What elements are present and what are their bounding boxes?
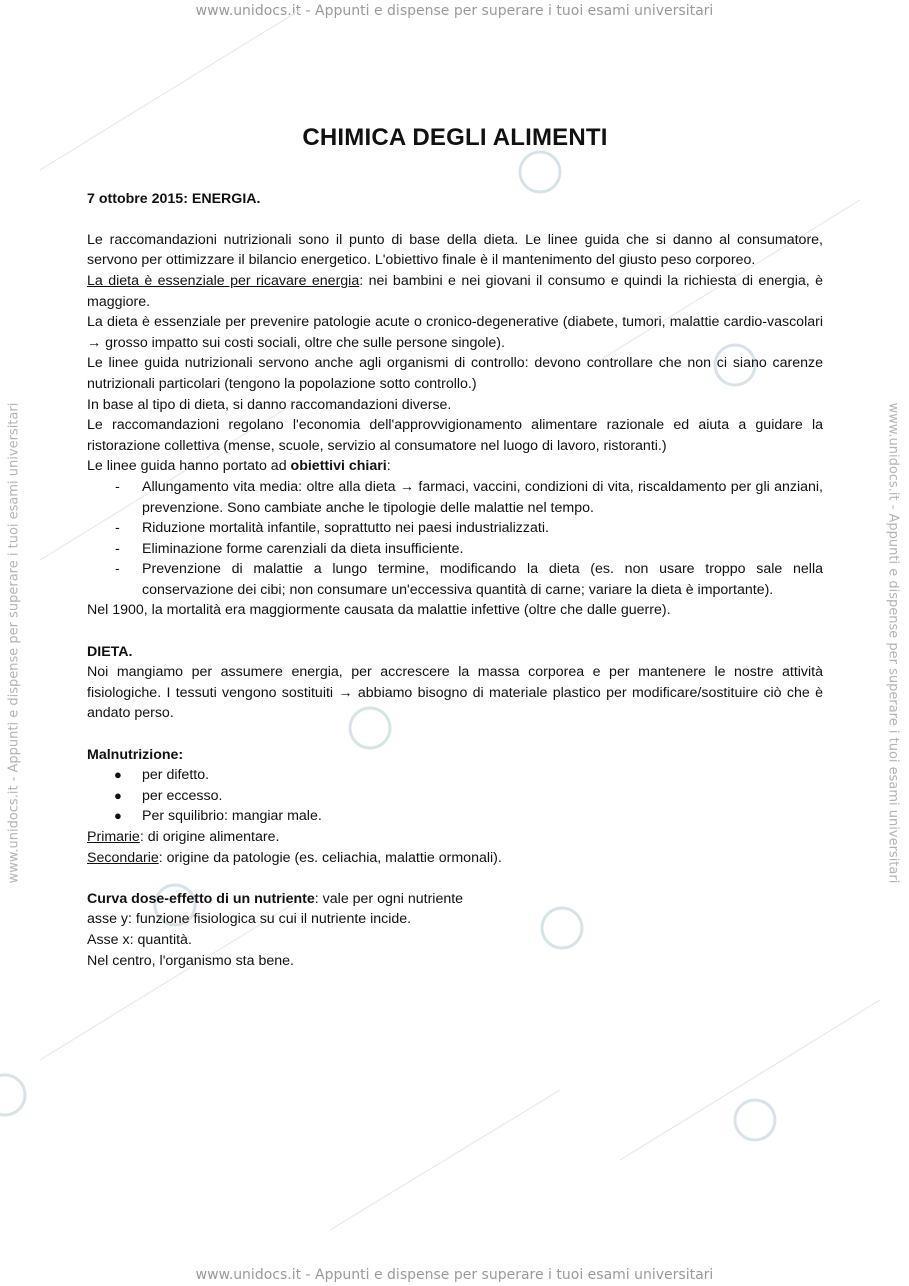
mortality-paragraph: Nel 1900, la mortalità era maggiormente causata da malattie infettive (oltre che dalle guerre). bbox=[87, 602, 671, 619]
curve-line: asse y: funzione fisiologica su cui il nutriente incide. bbox=[87, 911, 412, 928]
curve-text: : vale per ogni nutriente bbox=[314, 890, 464, 907]
document-body bbox=[87, 124, 824, 971]
list-item bbox=[87, 539, 823, 560]
watermark-bottom: www.unidocs.it - Appunti e dispense per superare i tuoi esami universitari bbox=[195, 1267, 714, 1283]
energy-paragraph bbox=[87, 271, 823, 312]
curve-bold: Curva dose-effetto di un nutriente bbox=[87, 890, 315, 907]
dash-marker: - bbox=[115, 478, 120, 495]
dash-marker: - bbox=[115, 561, 120, 578]
secondarie-label: Secondarie bbox=[87, 849, 159, 866]
diet-paragraph: Noi mangiamo per assumere energia, per accrescere la massa corporea e per mantenere le nostre attività fisiologiche. I tessuti vengono sostituiti → abbiamo bisogno di materiale plastico per modificare/sostituire ciò che è andato perso. bbox=[87, 664, 823, 722]
intro-paragraph: Le raccomandazioni nutrizionali sono il punto di base della dieta. Le linee guida che si danno al consumatore, servono per ottimizzare il bilancio energetico. L'obiettivo finale è il mantenimento del giusto peso corporeo. bbox=[87, 231, 823, 269]
date-heading: 7 ottobre 2015: ENERGIA. bbox=[87, 190, 261, 207]
secondarie-text: : origine da patologie (es. celiachia, malattie ormonali). bbox=[158, 849, 502, 866]
primarie-label: Primarie bbox=[87, 829, 140, 845]
secondarie-line bbox=[87, 848, 823, 869]
list-item-text: per eccesso. bbox=[142, 787, 223, 804]
list-item-text: Riduzione mortalità infantile, soprattutto nei paesi industrializzati. bbox=[142, 520, 549, 537]
list-item bbox=[87, 518, 823, 539]
objectives-bold: obiettivi chiari bbox=[290, 458, 387, 475]
paragraph: Le linee guida nutrizionali servono anche agli organismi di controllo: devono controllare che non ci siano carenze nutrizionali particolari (tengono la popolazione sotto controllo.) bbox=[87, 355, 823, 392]
bullet-marker: ● bbox=[114, 787, 122, 803]
curve-line: Asse x: quantità. bbox=[87, 931, 192, 948]
energy-underlined: La dieta è essenziale per ricavare energia bbox=[87, 272, 360, 289]
list-item-text: per difetto. bbox=[142, 767, 210, 784]
curve-heading-line bbox=[87, 889, 823, 910]
list-item-text: Allungamento vita media: oltre alla dieta → farmaci, vaccini, condizioni di vita, riscaldamento per gli anziani, prevenzione. Sono cambiate anche le tipologie delle malattie nel tempo. bbox=[142, 478, 823, 516]
objectives-prefix: Le linee guida hanno portato ad bbox=[87, 458, 291, 475]
watermark-right: www.unidocs.it - Appunti e dispense per superare i tuoi esami universitari bbox=[885, 402, 901, 884]
objectives-suffix: : bbox=[386, 458, 391, 475]
primarie-text: : di origine alimentare. bbox=[139, 829, 280, 845]
list-item bbox=[87, 786, 823, 807]
list-item bbox=[87, 806, 823, 827]
page-title: CHIMICA DEGLI ALIMENTI bbox=[302, 124, 608, 151]
diet-heading: DIETA. bbox=[87, 643, 133, 660]
paragraph: La dieta è essenziale per prevenire patologie acute o cronico-degenerative (diabete, tumori, malattie cardio-vascolari → grosso impatto sui costi sociali, oltre che sulle persone singole). bbox=[87, 314, 823, 351]
energy-text: : nei bambini e nei giovani il consumo e quindi la richiesta di energia, è maggiore. bbox=[87, 272, 824, 310]
dash-marker: - bbox=[115, 540, 120, 557]
paragraph: Le raccomandazioni regolano l'economia dell'approvvigionamento alimentare razionale ed aiuta a guidare la ristorazione collettiva (mense, scuole, servizio al consumatore nel luogo di lavoro, ristoranti.) bbox=[87, 417, 823, 454]
list-item-text: Eliminazione forme carenziali da dieta insufficiente. bbox=[142, 540, 464, 557]
primarie-line bbox=[87, 827, 823, 848]
watermark-left: www.unidocs.it - Appunti e dispense per superare i tuoi esami universitari bbox=[6, 402, 22, 884]
malnutrition-list bbox=[87, 765, 823, 827]
list-item bbox=[87, 477, 823, 518]
list-item bbox=[87, 559, 823, 600]
list-item-text: Per squilibrio: mangiar male. bbox=[142, 808, 322, 825]
curve-line: Nel centro, l'organismo sta bene. bbox=[87, 952, 294, 969]
watermark-top: www.unidocs.it - Appunti e dispense per superare i tuoi esami universitari bbox=[195, 3, 714, 19]
list-item-text: Prevenzione di malattie a lungo termine, modificando la dieta (es. non usare troppo sale nella conservazione dei cibi; non consumare un'eccessiva quantità di carne; variare la dieta è importante). bbox=[142, 561, 823, 598]
paragraph: In base al tipo di dieta, si danno raccomandazioni diverse. bbox=[87, 396, 452, 413]
malnutrition-heading: Malnutrizione: bbox=[87, 746, 184, 763]
objectives-list bbox=[87, 477, 823, 601]
objectives-intro bbox=[87, 456, 823, 477]
bullet-marker: ● bbox=[114, 808, 122, 824]
list-item bbox=[87, 765, 823, 786]
dash-marker: - bbox=[115, 520, 120, 537]
bullet-marker: ● bbox=[114, 767, 122, 783]
